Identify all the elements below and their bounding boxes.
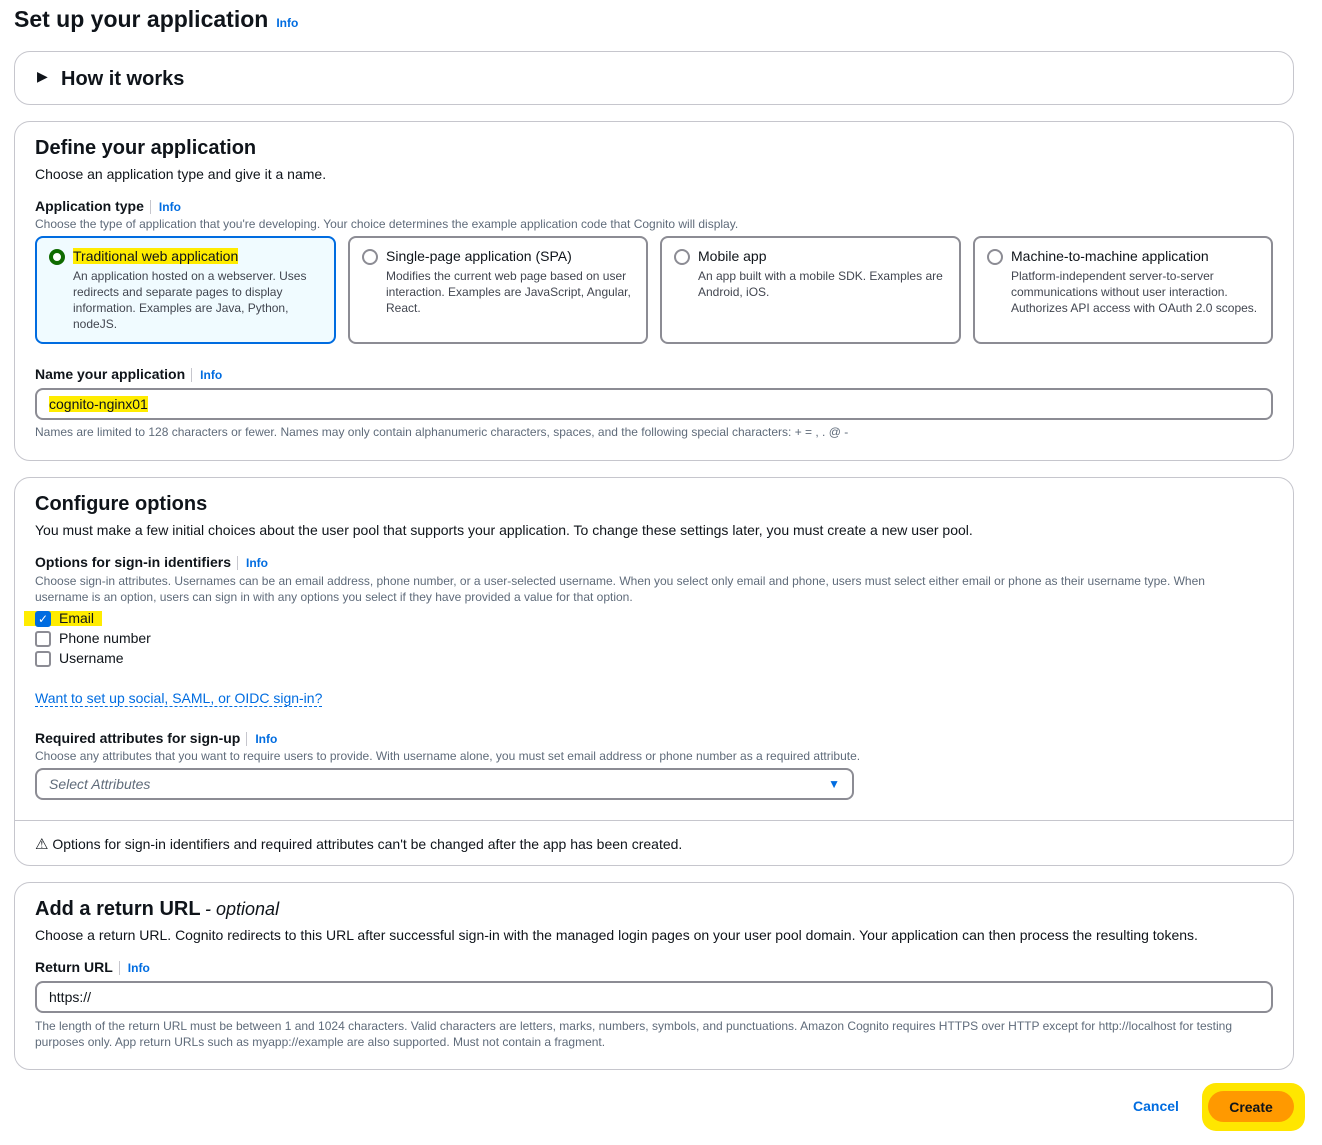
return-url-value: https:// bbox=[49, 989, 92, 1005]
card-title: Machine-to-machine application bbox=[1011, 248, 1209, 264]
app-type-spa[interactable] bbox=[348, 236, 648, 344]
email-checkbox[interactable]: ✓ bbox=[35, 611, 51, 627]
return-url-input[interactable] bbox=[35, 981, 1273, 1013]
return-url-label bbox=[35, 959, 150, 977]
info-link[interactable]: Info bbox=[150, 200, 181, 214]
required-attrs-label bbox=[35, 730, 277, 748]
label-text: Options for sign-in identifiers bbox=[35, 554, 231, 570]
card-title: Traditional web application bbox=[73, 248, 239, 264]
label-text: Return URL bbox=[35, 959, 113, 975]
cancel-button[interactable]: Cancel bbox=[1133, 1098, 1179, 1114]
divider bbox=[15, 820, 1293, 821]
app-type-label bbox=[35, 198, 181, 216]
app-type-mobile[interactable] bbox=[660, 236, 961, 344]
signin-label bbox=[35, 554, 268, 572]
app-name-hint: Names are limited to 128 characters or fewer. Names may only contain alphanumeric characters, spaces, and the following special characters: + = , . @ - bbox=[35, 425, 849, 439]
label-text: Required attributes for sign-up bbox=[35, 730, 241, 746]
radio-selected-icon[interactable] bbox=[49, 249, 65, 265]
return-url-hint: The length of the return URL must be between 1 and 1024 characters. Valid characters are letters, marks, numbers, symbols, and punctuations. Amazon Cognito requires HTTPS over HTTP except for http://localhost for testing purposes only. App return URLs such as myapp://example are also supported. Must not contain a fragment. bbox=[35, 1019, 1233, 1049]
app-name-input[interactable] bbox=[35, 388, 1273, 420]
radio-icon[interactable] bbox=[987, 249, 1003, 265]
define-desc: Choose an application type and give it a name. bbox=[35, 166, 327, 182]
radio-icon[interactable] bbox=[362, 249, 378, 265]
configure-title: Configure options bbox=[35, 493, 208, 515]
return-title bbox=[35, 898, 279, 921]
email-label: Email bbox=[59, 610, 95, 626]
create-button[interactable]: Create bbox=[1208, 1091, 1294, 1122]
info-link[interactable]: Info bbox=[119, 961, 150, 975]
return-title-text: Add a return URL bbox=[35, 898, 201, 920]
optional-text: - optional bbox=[205, 899, 280, 919]
info-link[interactable]: Info bbox=[246, 732, 277, 746]
return-desc: Choose a return URL. Cognito redirects to this URL after successful sign-in with the managed login pages on your user pool domain. Your application can then process the resulting tokens. bbox=[35, 927, 1198, 943]
card-title: Single-page application (SPA) bbox=[386, 248, 572, 264]
phone-checkbox[interactable] bbox=[35, 631, 51, 647]
username-label: Username bbox=[59, 650, 124, 666]
required-attrs-select[interactable] bbox=[35, 768, 854, 800]
info-link[interactable]: Info bbox=[237, 556, 268, 570]
signin-hint: Choose sign-in attributes. Usernames can be an email address, phone number, or a user-selected username. When you select only email and phone, users must select either email or phone as their username type. When username is an option, users can sign in with any options you select if they have provided a value for that option. bbox=[35, 574, 1205, 604]
caret-right-icon: ▶ bbox=[37, 68, 48, 84]
how-it-works-expander[interactable] bbox=[14, 51, 1294, 105]
page-title-text: Set up your application bbox=[14, 6, 269, 32]
warning-text: Options for sign-in identifiers and required attributes can't be changed after the app has been created. bbox=[52, 836, 683, 852]
info-link[interactable]: Info bbox=[191, 368, 222, 382]
app-name-label bbox=[35, 366, 222, 384]
required-attrs-hint: Choose any attributes that you want to require users to provide. With username alone, you must set email address or phone number as a required attribute. bbox=[35, 749, 861, 763]
warning-alert bbox=[35, 835, 682, 853]
app-type-m2m[interactable] bbox=[973, 236, 1273, 344]
card-title: Mobile app bbox=[698, 248, 767, 264]
card-desc: An application hosted on a webserver. Uses redirects and separate pages to display information. Examples are Java, Python, nodeJS. bbox=[73, 269, 307, 331]
card-desc: Platform-independent server-to-server communications without user interaction. Authorizes API access with OAuth 2.0 scopes. bbox=[1011, 269, 1258, 315]
select-placeholder: Select Attributes bbox=[49, 776, 151, 792]
warning-icon: ⚠ bbox=[35, 836, 49, 853]
define-title: Define your application bbox=[35, 137, 257, 159]
card-desc: An app built with a mobile SDK. Examples are Android, iOS. bbox=[698, 269, 943, 299]
page-title bbox=[14, 6, 298, 33]
caret-down-icon: ▼ bbox=[828, 777, 840, 791]
card-desc: Modifies the current web page based on user interaction. Examples are JavaScript, Angular, React. bbox=[386, 269, 631, 315]
radio-icon[interactable] bbox=[674, 249, 690, 265]
app-name-value: cognito-nginx01 bbox=[49, 396, 148, 412]
how-it-works-title: How it works bbox=[61, 68, 185, 90]
configure-desc: You must make a few initial choices about the user pool that supports your application. To change these settings later, you must create a new user pool. bbox=[35, 522, 973, 538]
label-text: Name your application bbox=[35, 366, 186, 382]
username-checkbox[interactable] bbox=[35, 651, 51, 667]
app-type-hint: Choose the type of application that you're developing. Your choice determines the example application code that Cognito will display. bbox=[35, 217, 739, 231]
app-type-traditional[interactable] bbox=[35, 236, 336, 344]
info-link[interactable]: Info bbox=[276, 16, 299, 30]
phone-label: Phone number bbox=[59, 630, 151, 646]
label-text: Application type bbox=[35, 198, 144, 214]
social-signin-link[interactable]: Want to set up social, SAML, or OIDC sign-in? bbox=[35, 690, 323, 706]
